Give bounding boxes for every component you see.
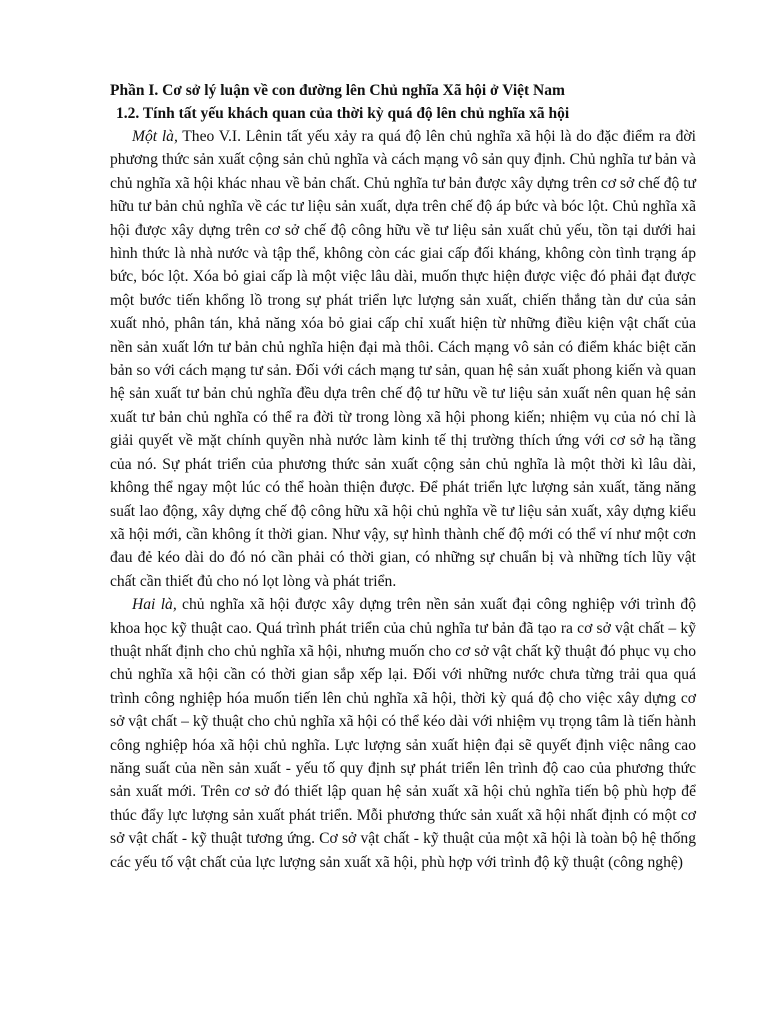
- paragraph-one-text: Theo V.I. Lênin tất yếu xảy ra quá độ lên chủ nghĩa xã hội là do đặc điểm ra đời phương thức sản xuất cộng sản chủ nghĩa và cách mạng vô sản quy định. Chủ nghĩa tư bản và chủ nghĩa xã hội khác nhau về bản chất. Chủ nghĩa tư bản được xây dựng trên cơ sở chế độ tư hữu tư bản chủ nghĩa về các tư liệu sản xuất, dựa trên chế độ áp bức và bóc lột. Chủ nghĩa xã hội được xây dựng trên cơ sở chế độ công hữu về tư liệu sản xuất chủ yếu, tồn tại dưới hai hình thức là nhà nước và tập thể, không còn các giai cấp đối kháng, không còn tình trạng áp bức, bóc lột. Xóa bỏ giai cấp là một việc lâu dài, muốn thực hiện được việc đó phải đạt được một bước tiến khổng lồ trong sự phát triển lực lượng sản xuất, chiến thắng tàn dư của sản xuất nhỏ, phân tán, khả năng xóa bỏ giai cấp chỉ xuất hiện từ những điều kiện vật chất của nền sản xuất lớn tư bản chủ nghĩa hiện đại mà thôi. Cách mạng vô sản có điểm khác biệt căn bản so với cách mạng tư sản. Đối với cách mạng tư sản, quan hệ sản xuất phong kiến và quan hệ sản xuất tư bản chủ nghĩa đều dựa trên chế độ tư hữu về tư liệu sản xuất nên quan hệ sản xuất tư bản chủ nghĩa có thể ra đời từ trong lòng xã hội phong kiến; nhiệm vụ của nó chỉ là giải quyết về mặt chính quyền nhà nước làm kinh tế thị trường thích ứng với cơ sở hạ tầng của nó. Sự phát triển của phương thức sản xuất cộng sản chủ nghĩa là một thời kì lâu dài, không thể ngay một lúc có thể hoàn thiện được. Để phát triển lực lượng sản xuất, tăng năng suất lao động, xây dựng chế độ công hữu xã hội chủ nghĩa về tư liệu sản xuất, xây dựng kiểu xã hội mới, cần không ít thời gian. Như vậy, sự hình thành chế độ mới có thể ví như một cơn đau đẻ kéo dài do đó nó cần phải có thời gian, có những sự chuẩn bị và những tích lũy vật chất cần thiết đủ cho nó lọt lòng và phát triển.: [110, 128, 696, 590]
- paragraph-two-lead: Hai là,: [132, 596, 177, 614]
- paragraph-one-lead: Một là,: [132, 128, 178, 145]
- section-heading: 1.2. Tính tất yếu khách quan của thời kỳ quá độ lên chủ nghĩa xã hội: [116, 105, 570, 122]
- part-heading: Phần I. Cơ sở lý luận về con đường lên Chủ nghĩa Xã hội ở Việt Nam: [110, 82, 565, 99]
- page-content: [110, 79, 696, 874]
- paragraph-two-text: chủ nghĩa xã hội được xây dựng trên nền sản xuất đại công nghiệp với trình độ khoa học kỹ thuật cao. Quá trình phát triển của chủ nghĩa tư bản đã tạo ra cơ sở vật chất – kỹ thuật nhất định cho chủ nghĩa xã hội, nhưng muốn cho cơ sở vật chất kỹ thuật đó phục vụ cho chủ nghĩa xã hội cần có thời gian sắp xếp lại. Đối với những nước chưa từng trải qua quá trình công nghiệp hóa muốn tiến lên chủ nghĩa xã hội, thời kỳ quá độ cho việc xây dựng cơ sở vật chất – kỹ thuật cho chủ nghĩa xã hội có thể kéo dài với nhiệm vụ trọng tâm là tiến hành công nghiệp hóa xã hội chủ nghĩa. Lực lượng sản xuất hiện đại sẽ quyết định việc nâng cao năng suất của nền sản xuất - yếu tố quy định sự phát triển lên trình độ cao của phương thức sản xuất mới. Trên cơ sở đó thiết lập quan hệ sản xuất xã hội chủ nghĩa tiến bộ phù hợp để thúc đẩy lực lượng sản xuất phát triển. Mỗi phương thức sản xuất xã hội nhất định có một cơ sở vật chất - kỹ thuật tương ứng. Cơ sở vật chất - kỹ thuật của một xã hội là toàn bộ hệ thống các yếu tố vật chất của lực lượng sản xuất xã hội, phù hợp với trình độ kỹ thuật (công nghệ): [110, 596, 696, 871]
- paragraph-two: [110, 593, 696, 874]
- paragraph-one: [110, 125, 696, 593]
